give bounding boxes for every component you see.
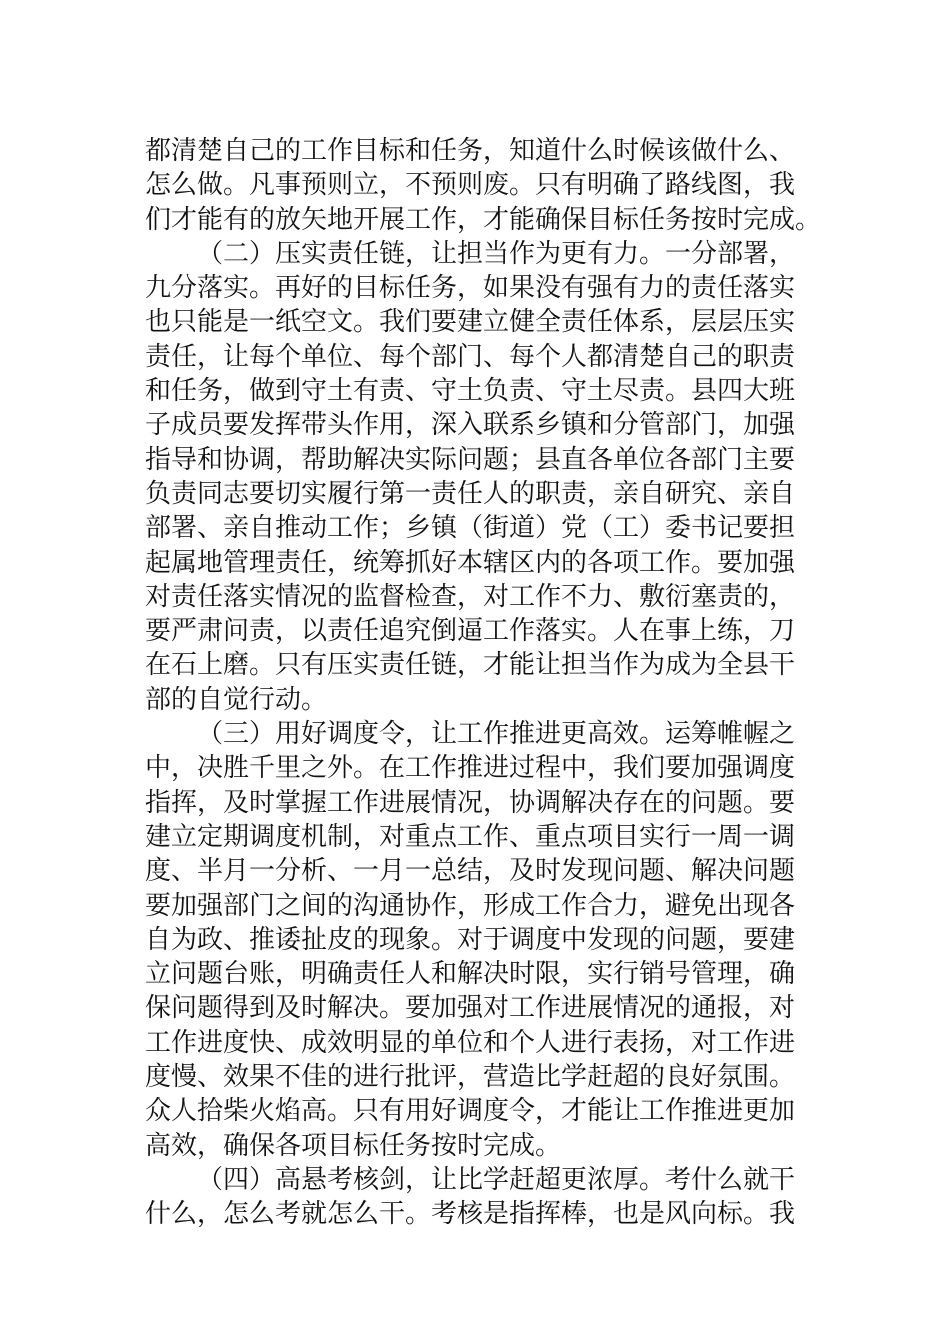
text-line: 也只能是一纸空文。我们要建立健全责任体系，层层压实 [145,307,796,338]
body-text [145,134,822,1232]
text-line: 立问题台账，明确责任人和解决时限，实行销号管理，确 [145,959,796,990]
text-line: 众人拾柴火焰高。只有用好调度令，才能让工作推进更加 [145,1096,796,1127]
text-line: 高效，确保各项目标任务按时完成。 [145,1130,562,1161]
text-line: 要加强部门之间的沟通协作，形成工作合力，避免出现各 [145,890,796,921]
text-line: 九分落实。再好的目标任务，如果没有强有力的责任落实 [145,273,796,304]
text-line: 指导和协调，帮助解决实际问题；县直各单位各部门主要 [145,444,796,475]
paragraph-start-line: （二）压实责任链，让担当作为更有力。一分部署， [197,238,796,269]
text-line: 子成员要发挥带头作用，深入联系乡镇和分管部门，加强 [145,410,796,441]
text-line: 指挥，及时掌握工作进展情况，协调解决存在的问题。要 [145,787,796,818]
text-line: 们才能有的放矢地开展工作，才能确保目标任务按时完成。 [145,204,822,235]
text-line: 责任，让每个单位、每个部门、每个人都清楚自己的职责 [145,341,796,372]
text-line: 和任务，做到守土有责、守土负责、守土尽责。县四大班 [145,376,796,407]
text-line: 都清楚自己的工作目标和任务，知道什么时候该做什么、 [145,136,796,166]
text-line: 度慢、效果不佳的进行批评，营造比学赶超的良好氛围。 [145,1062,796,1093]
text-line: 中，决胜千里之外。在工作推进过程中，我们要加强调度 [145,753,796,784]
text-line: 要严肃问责，以责任追究倒逼工作落实。人在事上练，刀 [145,616,796,647]
text-line: 对责任落实情况的监督检查，对工作不力、敷衍塞责的， [145,581,796,612]
text-line: 负责同志要切实履行第一责任人的职责，亲自研究、亲自 [145,478,796,509]
text-line: 什么，怎么考就怎么干。考核是指挥棒，也是风向标。我 [145,1199,796,1230]
text-line: 自为政、推诿扯皮的现象。对于调度中发现的问题，要建 [145,924,796,955]
text-line: 在石上磨。只有压实责任链，才能让担当作为成为全县干 [145,650,796,681]
text-line: 保问题得到及时解决。要加强对工作进展情况的通报，对 [145,993,796,1024]
paragraph-start-line: （三）用好调度令，让工作推进更高效。运筹帷幄之 [197,719,796,750]
text-line: 起属地管理责任，统筹抓好本辖区内的各项工作。要加强 [145,547,796,578]
text-line: 部的自觉行动。 [145,684,328,715]
text-line: 建立定期调度机制，对重点工作、重点项目实行一周一调 [145,821,796,852]
text-line: 怎么做。凡事预则立，不预则废。只有明确了路线图，我 [145,170,796,201]
text-line: 部署、亲自推动工作；乡镇（街道）党（工）委书记要担 [145,513,796,544]
paragraph-start-line: （四）高悬考核剑，让比学赶超更浓厚。考什么就干 [197,1164,796,1195]
text-line: 度、半月一分析、一月一总结，及时发现问题、解决问题 [145,856,796,887]
text-line: 工作进度快、成效明显的单位和个人进行表扬，对工作进 [145,1027,796,1058]
